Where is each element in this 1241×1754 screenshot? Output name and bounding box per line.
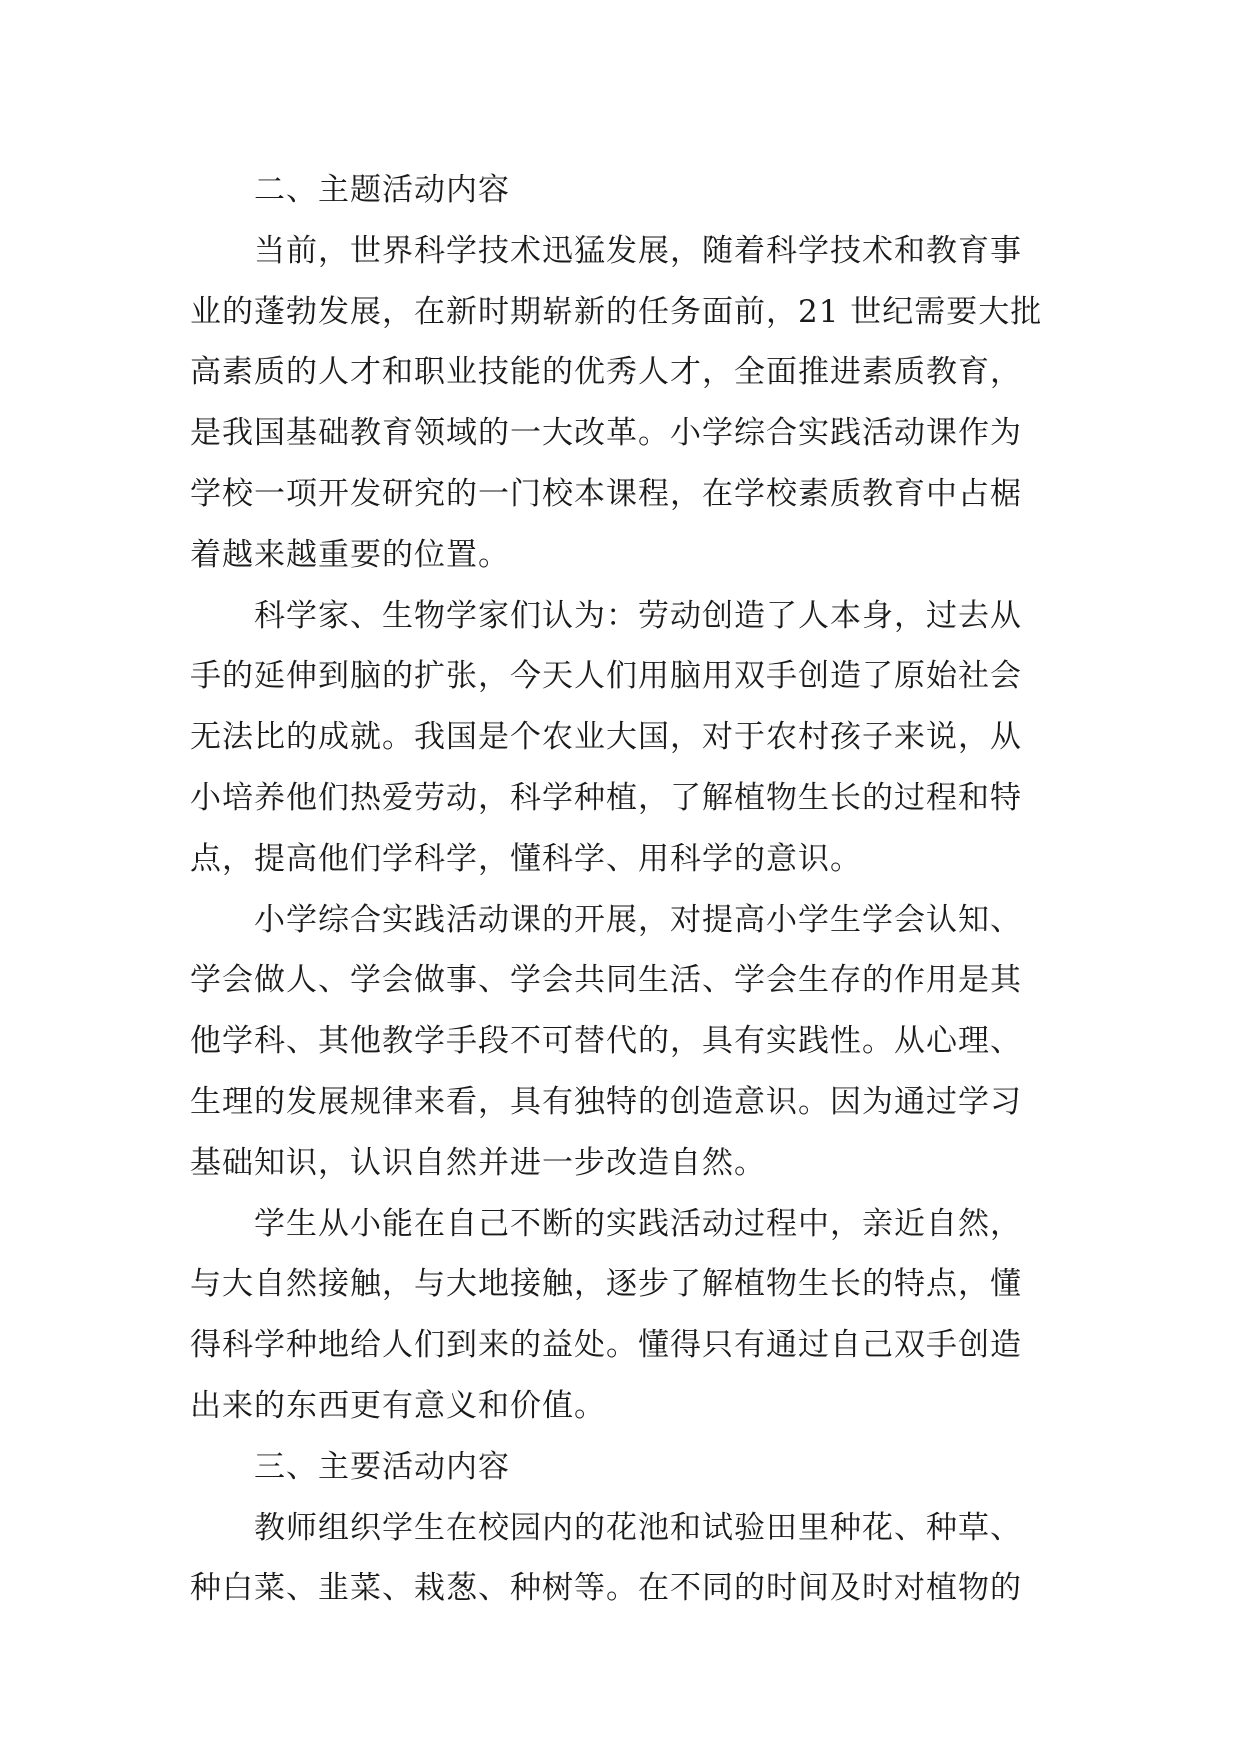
section-heading-3: 三、主要活动内容 xyxy=(254,1448,510,1485)
paragraph-line: 当前，世界科学技术迅猛发展，随着科学技术和教育事 xyxy=(254,232,1022,269)
paragraph-line: 得科学种地给人们到来的益处。懂得只有通过自己双手创造 xyxy=(190,1327,1022,1364)
paragraph-line: 小学综合实践活动课的开展，对提高小学生学会认知、 xyxy=(254,901,1022,938)
paragraph-line: 点，提高他们学科学，懂科学、用科学的意识。 xyxy=(190,840,862,877)
paragraph-line: 无法比的成就。我国是个农业大国，对于农村孩子来说，从 xyxy=(190,719,1022,756)
paragraph-line: 出来的东西更有意义和价值。 xyxy=(190,1387,606,1424)
paragraph-line: 业的蓬勃发展，在新时期崭新的任务面前，21 世纪需要大批 xyxy=(190,293,1043,330)
paragraph-line: 是我国基础教育领域的一大改革。小学综合实践活动课作为 xyxy=(190,415,1022,452)
paragraph-line: 生理的发展规律来看，具有独特的创造意识。因为通过学习 xyxy=(190,1083,1022,1120)
paragraph-line: 教师组织学生在校园内的花池和试验田里种花、种草、 xyxy=(254,1509,1022,1546)
paragraph-line: 学校一项开发研究的一门校本课程，在学校素质教育中占椐 xyxy=(190,475,1022,512)
paragraph-line: 基础知识，认识自然并进一步改造自然。 xyxy=(190,1144,766,1181)
paragraph-line: 高素质的人才和职业技能的优秀人才，全面推进素质教育， xyxy=(190,354,1022,391)
paragraph-line: 学生从小能在自己不断的实践活动过程中，亲近自然， xyxy=(254,1205,1022,1242)
section-heading-2: 二、主题活动内容 xyxy=(254,172,510,208)
paragraph-line: 手的延伸到脑的扩张，今天人们用脑用双手创造了原始社会 xyxy=(190,658,1022,695)
paragraph-line: 着越来越重要的位置。 xyxy=(190,536,510,573)
paragraph-line: 与大自然接触，与大地接触，逐步了解植物生长的特点，懂 xyxy=(190,1266,1022,1303)
document-body xyxy=(190,160,1052,1619)
paragraph-line: 小培养他们热爱劳动，科学种植，了解植物生长的过程和特 xyxy=(190,779,1022,816)
paragraph-line: 他学科、其他教学手段不可替代的，具有实践性。从心理、 xyxy=(190,1023,1022,1060)
paragraph-line: 科学家、生物学家们认为：劳动创造了人本身，过去从 xyxy=(254,597,1022,634)
paragraph-line: 种白菜、韭菜、栽葱、种树等。在不同的时间及时对植物的 xyxy=(190,1570,1022,1607)
paragraph-line: 学会做人、学会做事、学会共同生活、学会生存的作用是其 xyxy=(190,962,1022,999)
